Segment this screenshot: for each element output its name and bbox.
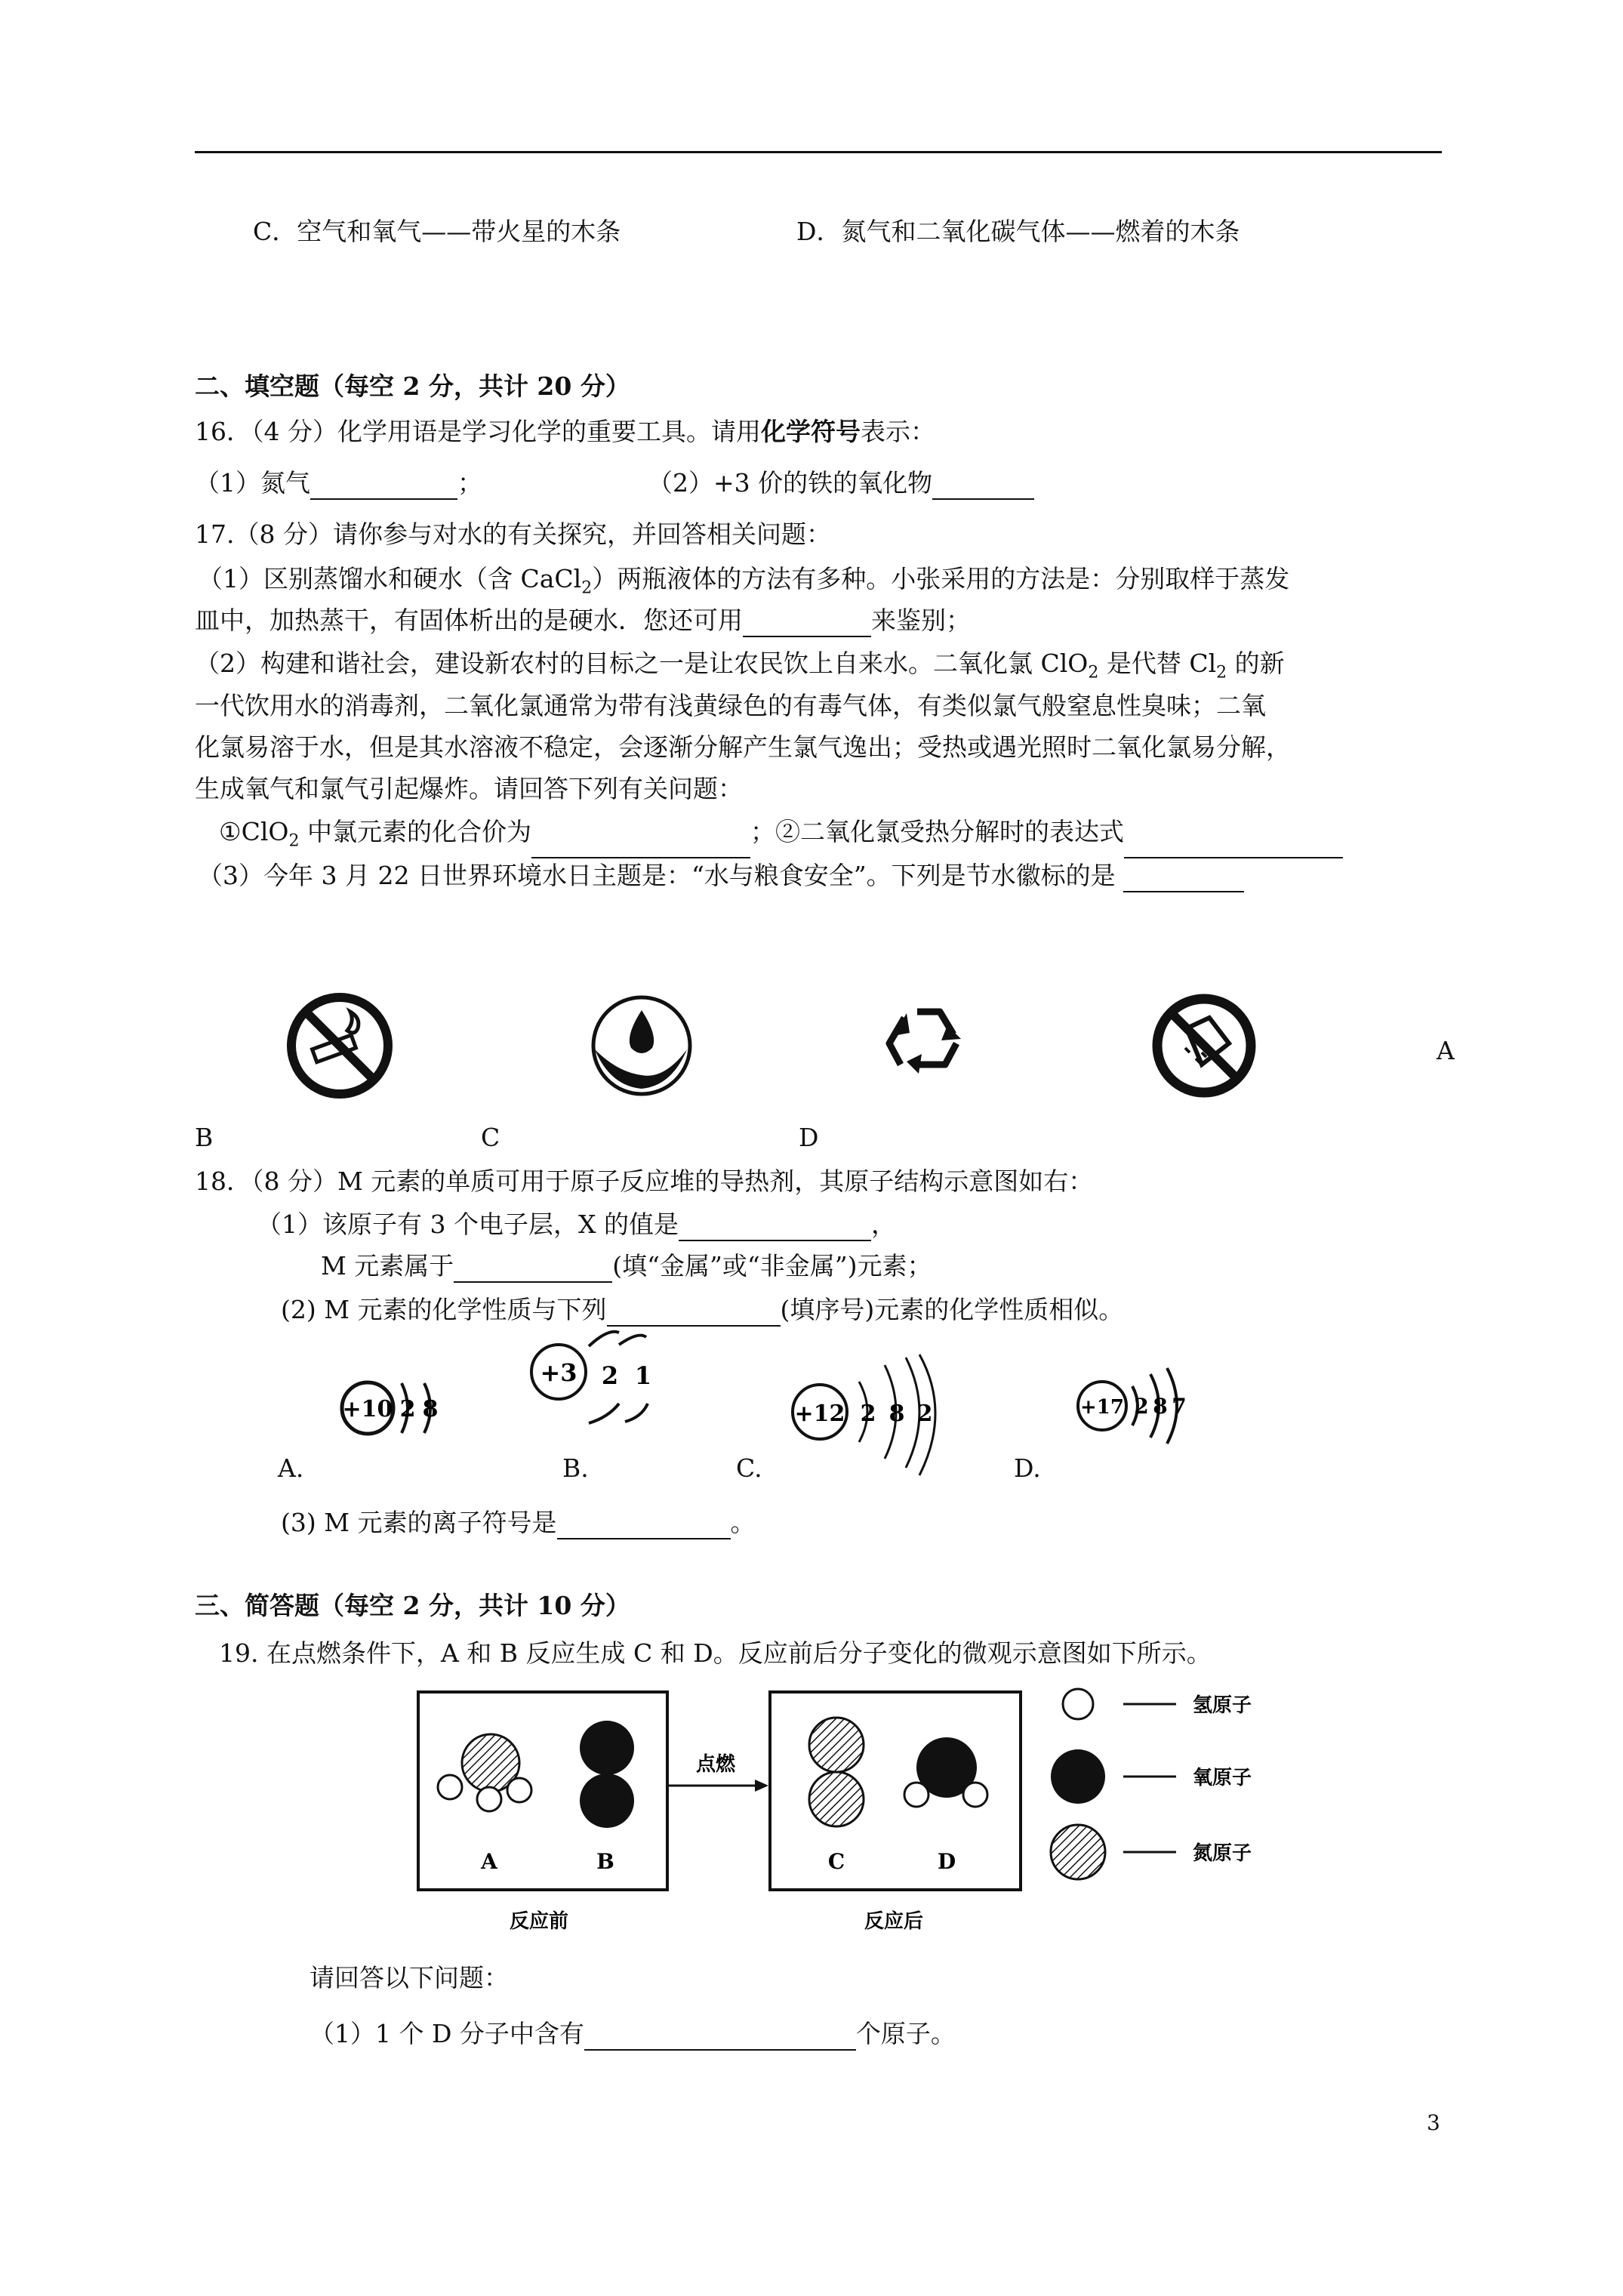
- q17-p2-sub2: 2: [1216, 663, 1227, 683]
- q18-p1-end: ，: [870, 1210, 896, 1239]
- q19-p1: [310, 2017, 956, 2051]
- atom-option-b-label: B.: [562, 1453, 589, 1483]
- q18-stem: 18．（8 分）M 元素的单质可用于原子反应堆的导热剂，其原子结构示意图如右：: [195, 1166, 1094, 1196]
- q18-p1-line2: [321, 1250, 932, 1283]
- section-2-heading: 二、填空题（每空 2 分，共计 20 分）: [195, 371, 630, 401]
- q18-p3-a: (3) M 元素的离子符号是: [281, 1508, 557, 1537]
- reaction-diagram: [414, 1687, 1304, 1937]
- q17-p3-text: （3）今年 3 月 22 日世界环境水日主题是：“水与粮食安全”。下列是节水徽标的是: [198, 861, 1116, 890]
- recycle-symbol-icon: [872, 989, 985, 1102]
- legend-label-nitrogen: 氮原子: [1193, 1842, 1252, 1865]
- q17-p2-q-c: ；②二氧化氯受热分解时的表达式: [750, 817, 1124, 846]
- symbol-label-c: C: [481, 1123, 500, 1152]
- after-label-d: D: [937, 1849, 956, 1874]
- q16-answer-blank-2[interactable]: [932, 473, 1034, 500]
- atom-b-shell-2: 1: [634, 1361, 652, 1390]
- q19-p1-a: （1）1 个 D 分子中含有: [310, 2019, 584, 2048]
- page-number: 3: [1427, 2110, 1440, 2135]
- q19-prompt: 请回答以下问题：: [310, 1963, 509, 1992]
- molecule-c: [809, 1718, 864, 1826]
- q16-stem-pre: 16．（4 分）化学用语是学习化学的重要工具。请用: [195, 417, 761, 446]
- legend-oxygen: [1051, 1749, 1252, 1804]
- q17-p1-line2: [195, 604, 971, 637]
- atom-c-shell-1: 2: [860, 1401, 876, 1427]
- q17-p1-line2-text: 皿中，加热蒸干，有固体析出的是硬水．您还可用: [195, 606, 743, 635]
- q15-option-d: D．氮气和二氧化碳气体——燃着的木条: [796, 217, 1240, 246]
- legend-hydrogen: [1063, 1689, 1252, 1719]
- q17-answer-blank-1[interactable]: [743, 610, 871, 637]
- legend-nitrogen: [1051, 1825, 1252, 1879]
- q15-option-c: C．空气和氧气——带火星的木条: [253, 217, 621, 246]
- q18-p2-b: (填序号)元素的化学性质相似。: [780, 1295, 1124, 1324]
- q18-p1-line2-a: M 元素属于: [321, 1251, 454, 1281]
- q18-answer-blank-1[interactable]: [679, 1214, 871, 1241]
- q17-p1-text-b: ）两瓶液体的方法有多种。小张采用的方法是：分别取样于蒸发: [592, 564, 1290, 593]
- atom-c-shell-2: 8: [888, 1401, 905, 1427]
- q17-answer-blank-3[interactable]: [1124, 831, 1343, 858]
- q17-p2-sub1: 2: [1088, 663, 1099, 683]
- q18-p3: [281, 1506, 756, 1539]
- q17-p1-sub: 2: [581, 578, 593, 598]
- atom-option-d-label: D.: [1014, 1453, 1041, 1483]
- no-fire-symbol-icon: [283, 989, 396, 1102]
- q18-answer-blank-3[interactable]: [607, 1299, 781, 1327]
- symbol-label-a: A: [1437, 1036, 1455, 1065]
- q17-p2-text-b: 是代替 Cl: [1098, 649, 1217, 678]
- molecule-b: [580, 1721, 634, 1828]
- q16-answer-blank-1[interactable]: [310, 473, 457, 500]
- before-label-b: B: [596, 1849, 614, 1874]
- atom-d-shell-1: 2: [1134, 1394, 1149, 1419]
- atom-b-shell-1: 2: [601, 1361, 619, 1390]
- molecule-d: [904, 1737, 987, 1807]
- symbol-label-d: D: [799, 1123, 819, 1152]
- hydrogen-atom-icon: [1063, 1689, 1093, 1719]
- q16-part1-end: ；: [457, 468, 482, 498]
- q17-p2-line3: 化氯易溶于水，但是其水溶液不稳定，会逐渐分解产生氯气逸出；受热或遇光照时二氧化氯易分解，: [195, 732, 1291, 762]
- q18-p1-line2-b: (填“金属”或“非金属”)元素；: [612, 1251, 932, 1281]
- q18-answer-blank-2[interactable]: [454, 1256, 612, 1283]
- atom-a-shell-2: 8: [422, 1396, 439, 1422]
- q17-answer-blank-4[interactable]: [1123, 865, 1244, 892]
- atom-diagram-d: [1072, 1359, 1223, 1465]
- q19-p1-b: 个原子。: [855, 2019, 956, 2048]
- q17-p1-line2-end: 来鉴别；: [871, 606, 971, 635]
- atom-c-shell-3: 2: [916, 1401, 933, 1427]
- q17-p2-question: [219, 815, 1343, 858]
- q17-p2-line1: [195, 647, 1285, 690]
- atom-diagram-b: [513, 1325, 664, 1438]
- q18-p3-b: 。: [730, 1508, 756, 1537]
- header-rule: [195, 151, 1442, 153]
- q18-p1-text: （1）该原子有 3 个电子层，X 的值是: [257, 1210, 679, 1239]
- arrow-condition-label: 点燃: [695, 1753, 736, 1776]
- atom-option-c-label: C.: [736, 1453, 762, 1483]
- q16-stem-post: 表示：: [860, 417, 935, 446]
- q16-part1-label: （1）氮气: [195, 468, 310, 498]
- q17-p2-q-sub: 2: [288, 831, 300, 851]
- q18-answer-blank-4[interactable]: [557, 1512, 731, 1539]
- atom-diagram-a: [332, 1367, 468, 1450]
- before-caption: 反应前: [509, 1910, 569, 1933]
- q16-stem-bold: 化学符号: [760, 417, 861, 446]
- before-label-a: A: [481, 1849, 497, 1874]
- q17-stem: 17.（8 分）请你参与对水的有关探究，并回答相关问题：: [195, 519, 831, 549]
- atom-d-shell-3: 7: [1172, 1394, 1187, 1419]
- legend-label-hydrogen: 氢原子: [1193, 1694, 1252, 1717]
- q18-p1: [257, 1208, 896, 1241]
- q16-stem: [195, 415, 935, 448]
- q17-answer-blank-2[interactable]: [531, 831, 750, 858]
- atom-a-shell-1: 2: [399, 1396, 416, 1422]
- q17-p1-text-a: （1）区别蒸馏水和硬水（含 CaCl: [198, 564, 582, 593]
- arrow-head-icon: [755, 1780, 768, 1792]
- atom-option-a-label: A.: [278, 1453, 304, 1483]
- atom-diagram-c: [785, 1351, 959, 1480]
- q19-answer-blank-1[interactable]: [584, 2023, 856, 2051]
- molecule-a: [438, 1734, 531, 1811]
- q16-part1: [195, 467, 482, 500]
- q16-part2-label: （2）+3 价的铁的氧化物: [648, 468, 933, 498]
- q18-p2: [281, 1293, 1123, 1327]
- oxygen-atom-icon: [1051, 1749, 1105, 1804]
- atom-c-nucleus-charge: +12: [794, 1401, 845, 1427]
- q17-p2-line4: 生成氧气和氯气引起爆炸。请回答下列有关问题：: [195, 774, 743, 803]
- q17-p2-q-b: 中氯元素的化合价为: [299, 817, 531, 846]
- water-drop-hand-icon: [585, 989, 698, 1102]
- q17-p2-text-a: （2）构建和谐社会，建设新农村的目标之一是让农民饮上自来水。二氧化氯 ClO: [195, 649, 1089, 678]
- q17-p2-text-c: 的新: [1227, 649, 1285, 678]
- nitrogen-atom-icon: [1051, 1825, 1105, 1879]
- atom-a-nucleus-charge: +10: [342, 1396, 393, 1422]
- no-sweeping-symbol-icon: [1147, 989, 1261, 1102]
- legend-label-oxygen: 氧原子: [1193, 1767, 1252, 1789]
- atom-d-shell-2: 8: [1153, 1394, 1168, 1419]
- q17-p2-line2: 一代饮用水的消毒剂，二氧化氯通常为带有浅黄绿色的有毒气体，有类似氯气般窒息性臭味；二氧: [195, 691, 1266, 720]
- section-3-heading: 三、简答题（每空 2 分，共计 10 分）: [195, 1591, 630, 1620]
- atom-d-nucleus-charge: +17: [1080, 1396, 1124, 1419]
- atom-b-nucleus-charge: +3: [540, 1358, 577, 1387]
- q17-p2-q-a: ①ClO: [219, 817, 289, 846]
- q16-part2: [648, 467, 1034, 500]
- q17-p1-line1: [198, 562, 1289, 606]
- q17-p3: [198, 859, 1244, 892]
- after-label-c: C: [827, 1849, 845, 1874]
- symbol-label-b: B: [195, 1123, 214, 1152]
- q19-stem: 19. 在点燃条件下，A 和 B 反应生成 C 和 D。反应前后分子变化的微观示意图如下所示。: [219, 1638, 1212, 1668]
- q18-p2-a: (2) M 元素的化学性质与下列: [281, 1295, 607, 1324]
- after-caption: 反应后: [864, 1910, 924, 1933]
